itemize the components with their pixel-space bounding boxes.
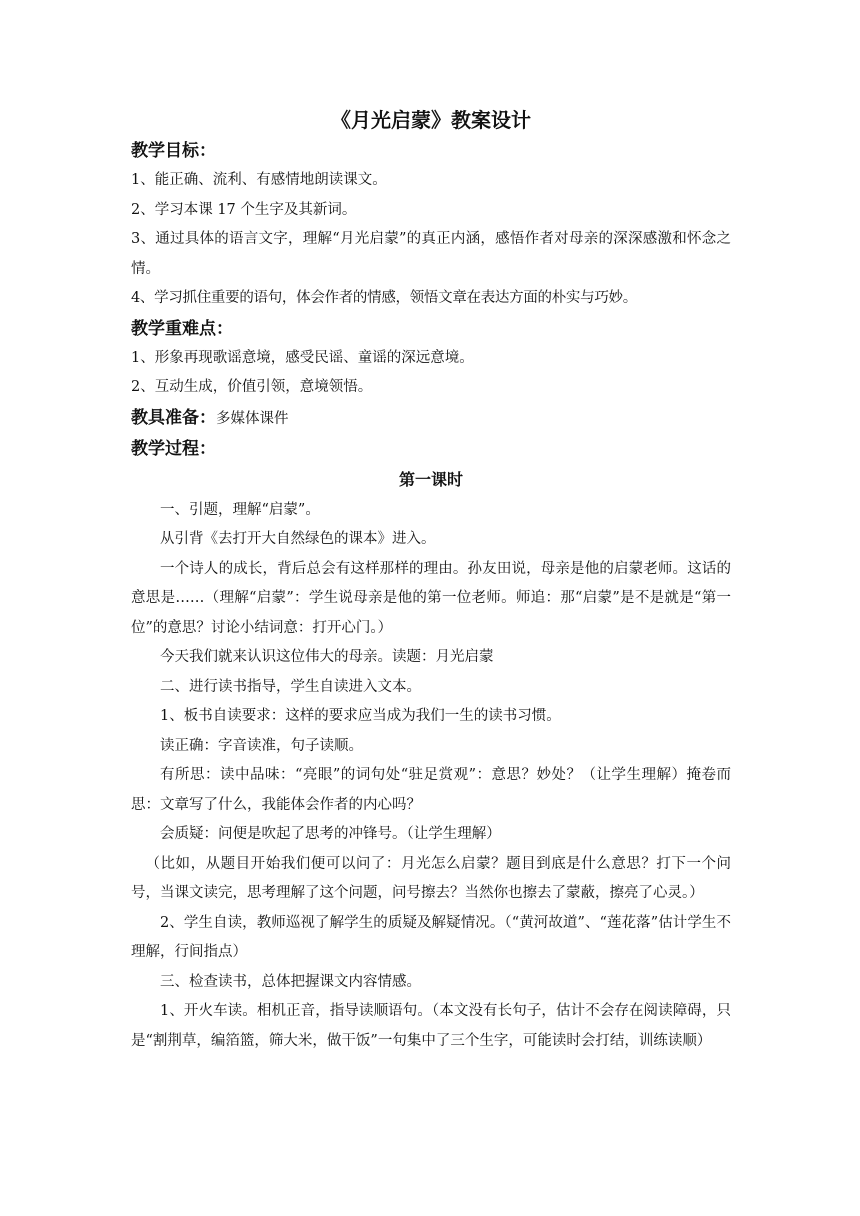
process-paragraph: 1、开火车读。相机正音，指导读顺语句。（本文没有长句子，估计不会存在阅读障碍，只是“割荆草，编箔篮，筛大米，做干饭”一句集中了三个生字，可能读时会打结，训练读顺） — [131, 1003, 731, 1049]
key-point-item: 2、互动生成，价值引领，意境领悟。 — [131, 379, 373, 395]
process-paragraph: 读正确：字音读准，句子读顺。 — [160, 737, 363, 754]
process-paragraph: 有所思：读中品味：“亮眼”的词句处“驻足赏观”：意思？妙处？（让学生理解）掩卷而思：文章写了什么，我能体会作者的内心吗？ — [131, 767, 731, 813]
process-paragraph: 一个诗人的成长，背后总会有这样那样的理由。孙友田说，母亲是他的启蒙老师。这话的意思是……（理解“启蒙”：学生说母亲是他的第一位老师。师追：那“启蒙”是不是就是“第一位”的意思？讨论小结词意：打开心门。） — [131, 560, 731, 636]
objectives-heading: 教学目标： — [131, 141, 216, 161]
process-heading: 教学过程： — [131, 438, 216, 459]
process-paragraph: 1、板书自读要求：这样的要求应当成为我们一生的读书习惯。 — [160, 708, 561, 724]
process-paragraph: 二、进行读书指导，学生自读进入文本。 — [160, 678, 421, 695]
materials-heading: 教具准备： — [131, 407, 216, 428]
key-points-heading: 教学重难点： — [131, 318, 233, 339]
objective-item: 3、通过具体的语言文字，理解“月光启蒙”的真正内涵，感悟作者对母亲的深深感激和怀念之情。 — [131, 231, 731, 277]
process-paragraph: 从引背《去打开大自然绿色的课本》进入。 — [160, 531, 436, 547]
process-paragraph: 今天我们就来认识这位伟大的母亲。读题：月光启蒙 — [160, 649, 494, 665]
objective-item: 2、学习本课 17 个生字及其新词。 — [131, 201, 357, 218]
lesson-title: 第一课时 — [398, 469, 463, 489]
objective-item: 4、学习抓住重要的语句，体会作者的情感，领悟文章在表达方面的朴实与巧妙。 — [131, 290, 637, 306]
process-paragraph: 一、引题，理解“启蒙”。 — [160, 501, 320, 518]
process-paragraph: 三、检查读书，总体把握课文内容情感。 — [160, 973, 421, 990]
process-paragraph: （比如，从题目开始我们便可以问了：月光怎么启蒙？题目到底是什么意思？打下一个问号，当课文读完，思考理解了这个问题，问号擦去？当然你也擦去了蒙蔽，擦亮了心灵。） — [131, 855, 731, 901]
document-title: 《月光启蒙》教案设计 — [331, 108, 531, 132]
materials-row — [131, 403, 731, 434]
objective-item: 1、能正确、流利、有感情地朗读课文。 — [131, 172, 387, 188]
key-point-item: 1、形象再现歌谣意境，感受民谣、童谣的深远意境。 — [131, 349, 474, 366]
document-page — [131, 104, 731, 1056]
materials-value: 多媒体课件 — [216, 410, 289, 427]
process-paragraph: 会质疑：问便是吹起了思考的冲锋号。（让学生理解） — [160, 826, 501, 842]
process-paragraph: 2、学生自读，教师巡视了解学生的质疑及解疑情况。（“黄河故道”、“莲花落”估计学生不理解，行间指点） — [131, 914, 731, 960]
